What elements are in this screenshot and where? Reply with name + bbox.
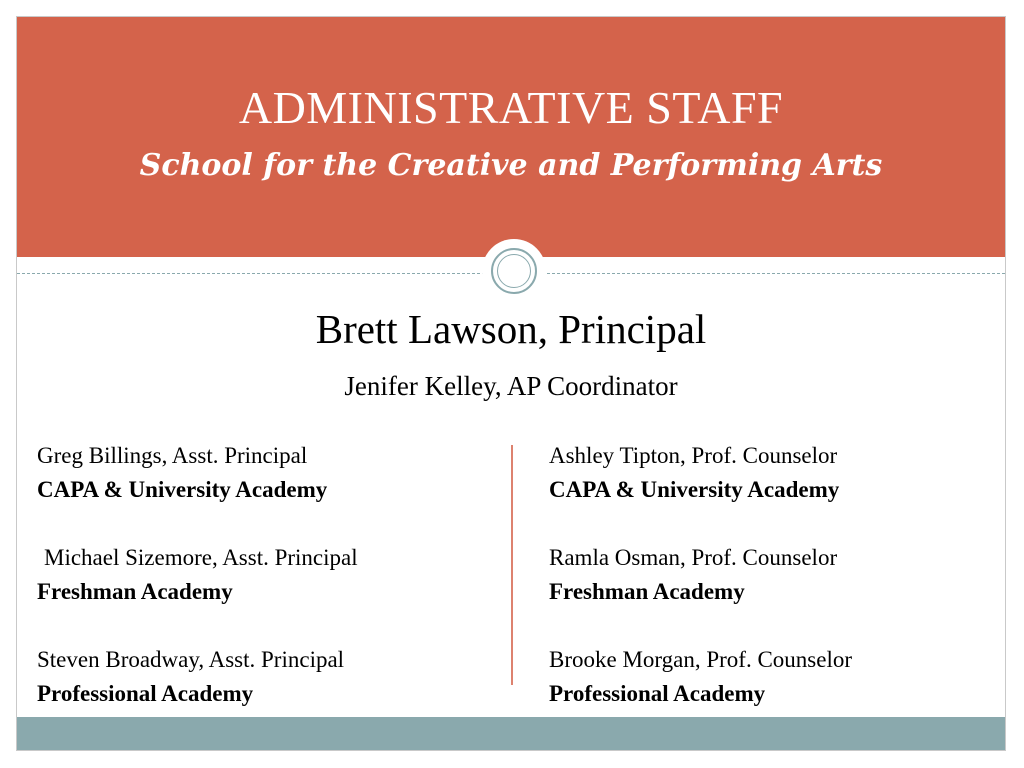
staff-entry: [37, 643, 507, 711]
slide: [16, 16, 1006, 751]
staff-academy: Professional Academy: [549, 681, 766, 706]
left-staff-column: [37, 439, 507, 745]
staff-name: Greg Billings, Asst. Principal: [37, 443, 308, 468]
right-staff-column: [549, 439, 999, 745]
slide-title: ADMINISTRATIVE STAFF: [238, 82, 784, 133]
staff-name: Ashley Tipton, Prof. Counselor: [549, 443, 838, 468]
staff-academy: Professional Academy: [37, 681, 254, 706]
staff-entry: [37, 541, 507, 609]
staff-name: Brooke Morgan, Prof. Counselor: [549, 647, 853, 672]
staff-entry: [549, 643, 999, 711]
staff-name: Ramla Osman, Prof. Counselor: [549, 545, 838, 570]
coordinator-name: Jenifer Kelley, AP Coordinator: [344, 371, 678, 401]
staff-name: Steven Broadway, Asst. Principal: [37, 647, 345, 672]
staff-academy: Freshman Academy: [37, 579, 233, 604]
footer-band: [17, 717, 1005, 750]
staff-academy: Freshman Academy: [549, 579, 745, 604]
principal-name: Brett Lawson, Principal: [315, 306, 707, 352]
circle-ornament-icon: [482, 239, 546, 303]
staff-academy: CAPA & University Academy: [37, 477, 328, 502]
slide-subtitle: School for the Creative and Performing Arts: [139, 148, 883, 183]
staff-name: Michael Sizemore, Asst. Principal: [44, 545, 358, 570]
column-divider: [511, 445, 513, 685]
staff-entry: [549, 541, 999, 609]
header-band: [17, 17, 1005, 257]
staff-entry: [37, 439, 507, 507]
staff-entry: [549, 439, 999, 507]
staff-academy: CAPA & University Academy: [549, 477, 840, 502]
